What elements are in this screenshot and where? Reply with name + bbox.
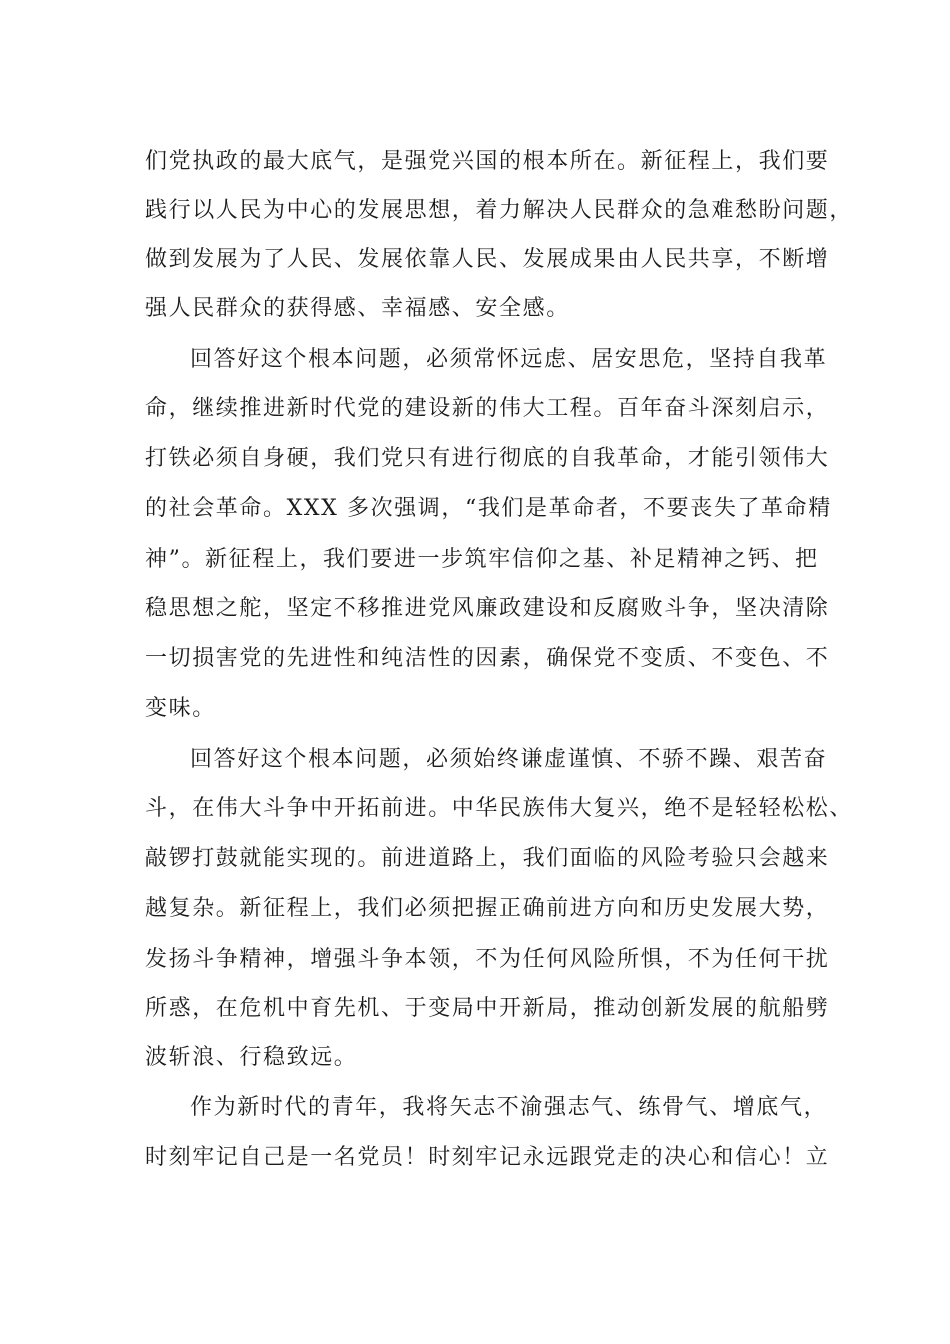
text-line: 践行以人民为中心的发展思想，着力解决人民群众的急难愁盼问题， xyxy=(145,198,854,223)
text-line: 所惑，在危机中育先机、于变局中开新局，推动创新发展的航船劈 xyxy=(145,996,830,1021)
text-line: 斗，在伟大斗争中开拓前进。中华民族伟大复兴，绝不是轻轻松松、 xyxy=(145,796,854,821)
text-line: 稳思想之舵，坚定不移推进党风廉政建设和反腐败斗争，坚决清除 xyxy=(145,596,830,621)
text-line: 越复杂。新征程上，我们必须把握正确前进方向和历史发展大势， xyxy=(145,896,830,921)
text-line: 敲锣打鼓就能实现的。前进道路上，我们面临的风险考验只会越来 xyxy=(145,846,830,871)
text-line: 一切损害党的先进性和纯洁性的因素，确保党不变质、不变色、不 xyxy=(145,646,830,671)
text-line: 作为新时代的青年，我将矢志不渝强志气、练骨气、增底气， xyxy=(190,1095,828,1120)
text-line: 强人民群众的获得感、幸福感、安全感。 xyxy=(145,296,570,321)
text-line: 波斩浪、行稳致远。 xyxy=(145,1045,358,1070)
text-line: 回答好这个根本问题，必须常怀远虑、居安思危，坚持自我革 xyxy=(190,347,828,372)
text-line: 们党执政的最大底气，是强党兴国的根本所在。新征程上，我们要 xyxy=(145,149,830,174)
text-line: 发扬斗争精神，增强斗争本领，不为任何风险所惧，不为任何干扰 xyxy=(145,947,830,972)
text-line: 时刻牢记自己是一名党员！时刻牢记永远跟党走的决心和信心！立 xyxy=(145,1145,830,1170)
text-line: 回答好这个根本问题，必须始终谦虚谨慎、不骄不躁、艰苦奋 xyxy=(190,747,828,772)
text-line: 神”。新征程上，我们要进一步筑牢信仰之基、补足精神之钙、把 xyxy=(145,547,819,572)
text-line: 做到发展为了人民、发展依靠人民、发展成果由人民共享，不断增 xyxy=(145,247,830,272)
text-line: 变味。 xyxy=(145,696,216,721)
text-line: 的社会革命。XXX 多次强调，“我们是革命者，不要丧失了革命精 xyxy=(145,496,832,521)
text-line: 命，继续推进新时代党的建设新的伟大工程。百年奋斗深刻启示， xyxy=(145,396,830,421)
text-line: 打铁必须自身硬，我们党只有进行彻底的自我革命，才能引领伟大 xyxy=(145,446,830,471)
